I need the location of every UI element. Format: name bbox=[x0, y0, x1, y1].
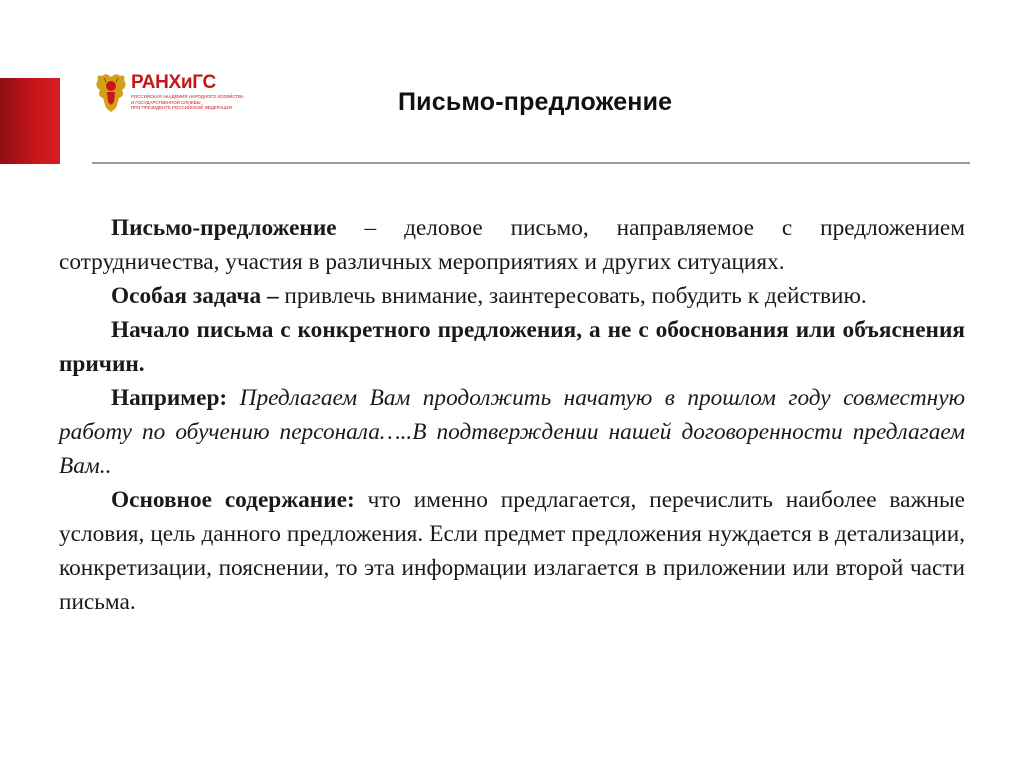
paragraph-example bbox=[59, 381, 965, 483]
content-text: что именно предлагается, перечислить наиболее важные условия, цель данного предложения. Если предмет предложения нуждается в детализации, конкретизации, пояснении, то эта информации излагается в приложении или второй части письма. bbox=[59, 487, 966, 615]
logo-wordmark: РАНХиГС bbox=[131, 72, 216, 93]
example-text: Предлагаем Вам продолжить начатую в прошлом году совместную работу по обучению персонала…..В подтверждении нашей договоренности предлагаем Вам.. bbox=[59, 385, 965, 479]
paragraph-content bbox=[59, 483, 965, 619]
slide-body bbox=[59, 211, 965, 619]
slide-title: Письмо-предложение bbox=[398, 88, 673, 116]
paragraph-definition bbox=[59, 211, 965, 279]
start-text: Начало письма с конкретного предложения, а не с обоснования или объяснения причин. bbox=[59, 317, 965, 377]
task-text: привлечь внимание, заинтересовать, побудить к действию. bbox=[278, 283, 867, 309]
logo-subtitle: РОССИЙСКАЯ АКАДЕМИЯ НАРОДНОГО ХОЗЯЙСТВА И ГОСУДАРСТВЕННОЙ СЛУЖБЫ ПРИ ПРЕЗИДЕНТЕ РОССИЙСКОЙ ФЕДЕРАЦИИ bbox=[131, 94, 244, 111]
term-task: Особая задача – bbox=[111, 283, 279, 309]
paragraph-task bbox=[59, 279, 965, 313]
term-definition: Письмо-предложение bbox=[111, 215, 337, 241]
accent-bar bbox=[0, 78, 60, 164]
eagle-emblem-icon bbox=[94, 72, 128, 112]
title-divider bbox=[92, 162, 970, 164]
paragraph-start bbox=[59, 313, 965, 381]
term-example: Например: bbox=[111, 385, 228, 411]
definition-text: – деловое письмо, направляемое с предложением сотрудничества, участия в различных мероприятиях и других ситуациях. bbox=[59, 215, 965, 275]
ranepa-logo bbox=[94, 72, 244, 114]
term-content: Основное содержание: bbox=[111, 487, 355, 513]
